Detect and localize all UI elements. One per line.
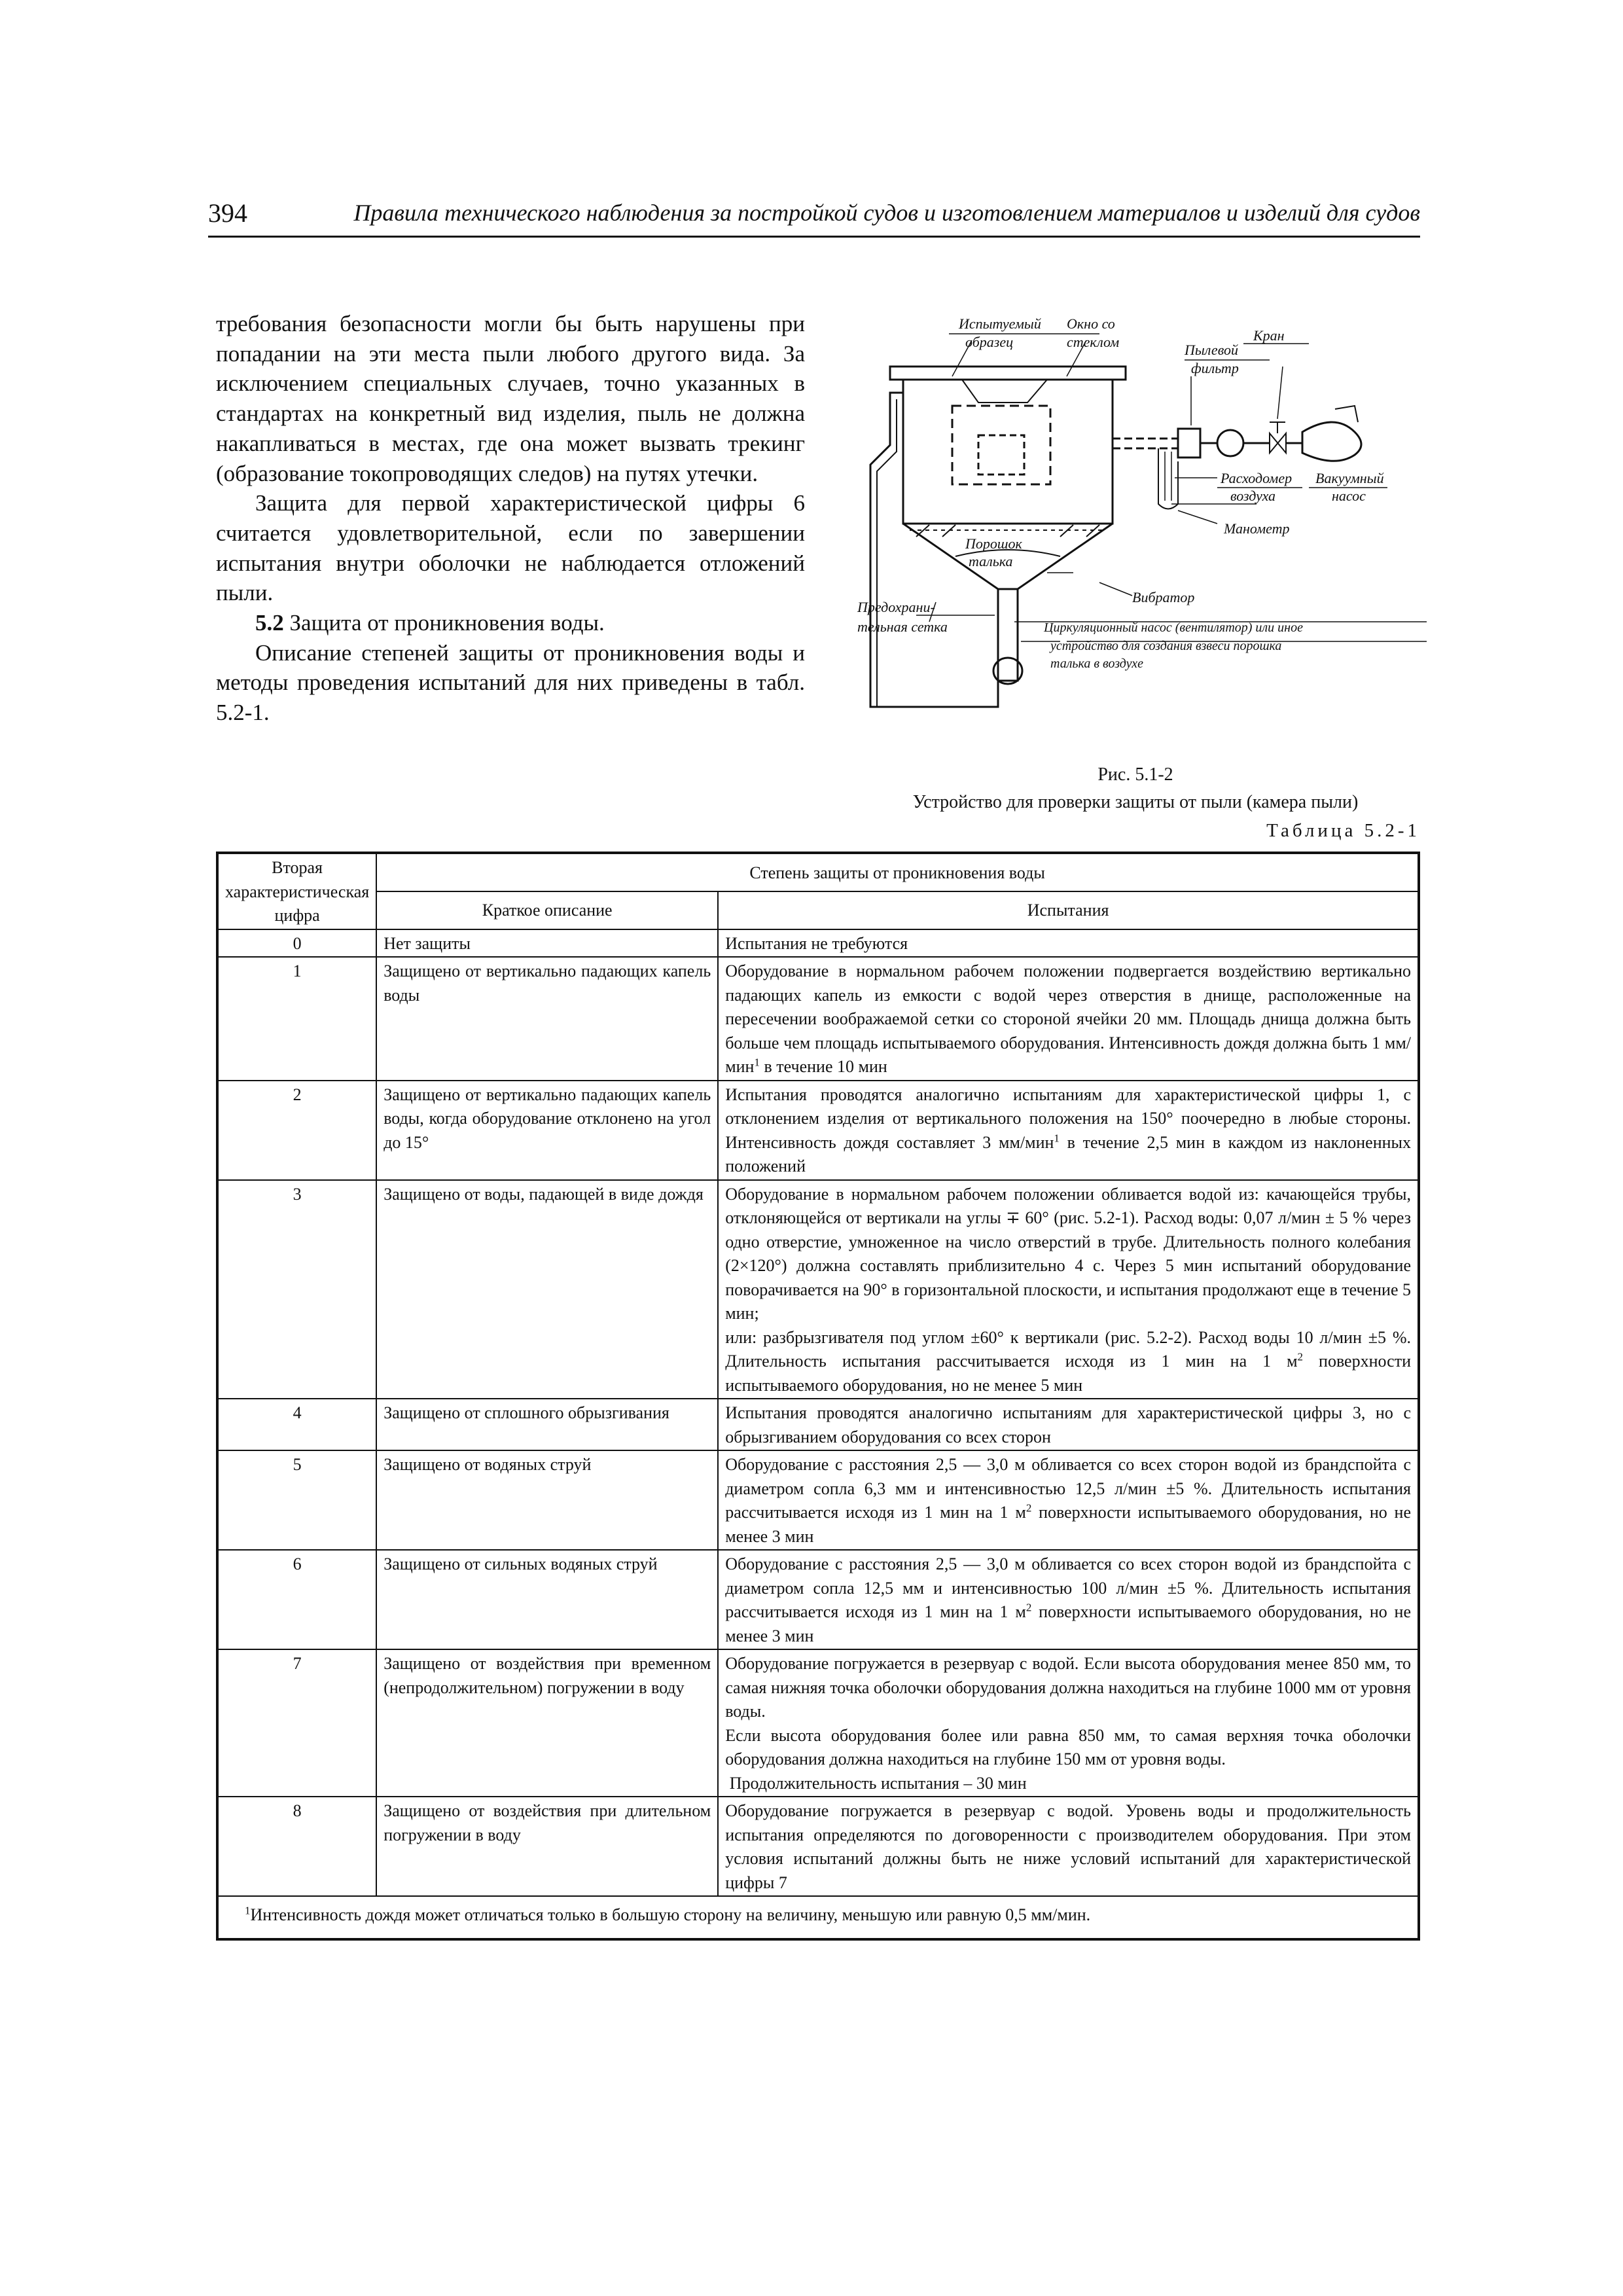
digit-cell: 1	[217, 957, 376, 1081]
table-label: Таблица 5.2-1	[1266, 820, 1420, 841]
label-circ-1: Циркуляционный насос (вентилятор) или иное	[1044, 620, 1303, 635]
paragraph-dust-safety: требования безопасности могли бы быть нарушены при попадании на эти места пыли любого другого вида. За исключением специальных случаев, точно указанных в стандартах на конкретный вид изделия, пыль не должна накапливаться в местах, где она может вызвать трекинг (образование токопроводящих следов) на путях утечки.	[216, 311, 805, 486]
test-text-tail: поверхности испытываемого оборудования, но не менее 3 мин	[725, 1602, 1412, 1645]
table-row	[217, 1081, 1419, 1180]
table-footnote-row	[217, 1896, 1419, 1939]
label-powder-2: талька	[969, 553, 1013, 569]
page-number: 394	[208, 198, 247, 228]
section-title: Защита от проникновения воды.	[283, 610, 605, 636]
dust-filter	[1178, 429, 1200, 457]
digit-cell: 6	[217, 1550, 376, 1649]
suction-line	[1113, 439, 1178, 448]
test-text: Оборудование погружается в резервуар с водой. Если высота оборудования менее 850 мм, то самая нижняя точка оболочки оборудования должна находиться на глубине 1000 мм от уровня воды.	[725, 1654, 1411, 1721]
air-flowmeter	[1217, 430, 1243, 456]
paragraph-table-ref: Описание степеней защиты от проникновения воды и методы проведения испытаний для них приведены в табл. 5.2-1.	[216, 639, 805, 726]
test-text: Оборудование с расстояния 2,5 — 3,0 м обливается со всех сторон водой из брандспойта с диаметром сопла 6,3 мм и интенсивностью 12,5 л/мин ±5 %. Длительность испытания рассчитывается исходя из 1 мин на 1 м	[725, 1455, 1411, 1522]
test-text-tail: в течение 2,5 мин в каждом из наклоненных положений	[725, 1132, 1411, 1175]
label-flowmeter-1: Расходомер	[1221, 470, 1293, 486]
test-cell	[718, 1649, 1419, 1797]
table-row	[217, 957, 1419, 1081]
test-cell: Испытания проводятся аналогично испытаниям для характеристической цифры 1, с отклонением изделия от вертикального положения на 150° поочередно в любые стороны. Интенсивность дождя составляет 3 мм/мин$^1$ в течение 2,5 мин в каждом из наклоненных положений	[718, 1081, 1419, 1180]
description-cell: Нет защиты	[376, 929, 718, 958]
figure-caption-number: Рис. 5.1-2	[1097, 764, 1173, 785]
outlet-pipe	[998, 589, 1018, 681]
header-digit: Вторая характеристическая цифра	[217, 853, 376, 929]
table-row	[217, 1180, 1419, 1399]
label-circ-2: устройство для создания взвеси порошка	[1050, 639, 1282, 653]
test-text: Оборудование с расстояния 2,5 — 3,0 м обливается со всех сторон водой из брандспойта с диаметром сопла 12,5 мм и интенсивностью 100 л/мин ±5 %. Длительность испытания рассчитывается исходя из 1 мин на 1 м	[725, 1554, 1411, 1621]
label-vacuum-2: насос	[1332, 488, 1366, 504]
label-screen-2: тельная сетка	[857, 619, 948, 635]
description-cell: Защищено от воздействия при длительном погружении в воду	[376, 1797, 718, 1896]
manometer-tube	[1158, 448, 1178, 509]
test-cell: Оборудование в нормальном рабочем положении подвергается воздействию вертикально падающих капель из емкости с водой через отверстия в днище, расположенные на пересечении воображаемой сетки со стороной ячейки 20 мм. Площадь днища должна быть больше чем площадь испытываемого оборудования. Интенсивность дождя должна быть 1 мм/мин$^1$ в течение 10 мин	[718, 957, 1419, 1081]
table-header-row	[217, 853, 1419, 891]
specimen-inner	[978, 435, 1024, 475]
test-text: Оборудование в нормальном рабочем положении подвергается воздействию вертикально падающих капель из емкости с водой через отверстия в днище, расположенные на пересечении воображаемой сетки со стороной ячейки 20 мм. Площадь днища должна быть больше чем площадь испытываемого оборудования. Интенсивность дождя должна быть 1 мм/мин	[725, 961, 1411, 1076]
test-cell: Испытания не требуются	[718, 929, 1419, 958]
header-description: Краткое описание	[376, 891, 718, 929]
label-circ-3: талька в воздухе	[1050, 656, 1143, 671]
label-vacuum-1: Вакуумный	[1315, 470, 1384, 486]
dust-chamber-diagram	[851, 314, 1433, 759]
description-cell: Защищено от вертикально падающих капель воды	[376, 957, 718, 1081]
section-heading	[216, 608, 805, 638]
table-footnote: $^1$Интенсивность дождя может отличаться только в большую сторону на величину, меньшую или равную 0,5 мм/мин.	[217, 1896, 1419, 1939]
label-specimen-1: Испытуемый	[959, 315, 1041, 332]
table-row	[217, 1797, 1419, 1896]
table-row	[217, 1649, 1419, 1797]
test-text-3: Продолжительность испытания – 30 мин	[729, 1773, 1027, 1793]
test-text-2-tail: поверхности испытываемого оборудования, но не менее 5 мин	[725, 1352, 1411, 1395]
digit-cell: 5	[217, 1450, 376, 1550]
running-title: Правила технического наблюдения за постройкой судов и изготовлением материалов и изделий для судов	[353, 200, 1420, 226]
table-row	[217, 929, 1419, 958]
figure-caption	[825, 761, 1446, 816]
test-text: Оборудование в нормальном рабочем положении обливается водой из: качающейся трубы, отклоняющейся от вертикали на углы ∓ 60° (рис. 5.2-1). Расход воды: 0,07 л/мин ± 5 % через одно отверстие, умноженное на число отверстий в трубе. Длительность полного колебания (2×120°) должна составлять приблизительно 4 с. Через 5 мин испытаний оборудование поворачивается на 90° в горизонтальной плоскости, и испытания продолжают еще в течение 5 мин;	[725, 1184, 1411, 1323]
description-cell: Защищено от воздействия при временном (непродолжительном) погружении в воду	[376, 1649, 718, 1797]
description-cell: Защищено от сильных водяных струй	[376, 1550, 718, 1649]
label-window-1: Окно со	[1067, 315, 1115, 332]
table-subheader-row	[217, 891, 1419, 929]
digit-cell: 3	[217, 1180, 376, 1399]
test-cell: Оборудование с расстояния 2,5 — 3,0 м обливается со всех сторон водой из брандспойта с диаметром сопла 6,3 мм и интенсивностью 12,5 л/мин ±5 %. Длительность испытания рассчитывается исходя из 1 мин на 1 $м^2$ поверхности испытываемого оборудования, но не менее 3 мин	[718, 1450, 1419, 1550]
test-text-2: или: разбрызгивателя под углом ±60° к вертикали (рис. 5.2-2). Расход воды 10 л/мин ±5 %. Длительность испытания рассчитывается исходя из 1 мин на 1 м	[725, 1327, 1411, 1371]
paragraph-digit-6: Защита для первой характеристической цифры 6 считается удовлетворительной, если по завершении испытания внутри оболочки не наблюдается отложений пыли.	[216, 490, 805, 606]
description-cell: Защищено от вертикально падающих капель воды, когда оборудование отклонено на угол до 15°	[376, 1081, 718, 1180]
dust-chamber-figure	[851, 314, 1433, 759]
label-filter-2: фильтр	[1191, 360, 1239, 376]
chamber-lid	[890, 367, 1126, 380]
label-specimen-2: образец	[965, 334, 1014, 350]
label-powder-1: Порошок	[965, 535, 1022, 552]
figure-caption-text: Устройство для проверки защиты от пыли (камера пыли)	[912, 792, 1359, 812]
digit-cell: 8	[217, 1797, 376, 1896]
digit-cell: 2	[217, 1081, 376, 1180]
label-screen-1: Предохрани-	[857, 599, 935, 615]
valve-symbol	[1270, 433, 1286, 453]
running-header	[208, 196, 1420, 238]
description-cell: Защищено от водяных струй	[376, 1450, 718, 1550]
digit-cell: 0	[217, 929, 376, 958]
label-valve: Кран	[1253, 327, 1285, 344]
table-row	[217, 1550, 1419, 1649]
body-text	[216, 309, 805, 728]
test-cell: Оборудование в нормальном рабочем положении обливается водой из: качающейся трубы, отклоняющейся от вертикали на углы ∓ 60° (рис. 5.2-1). Расход воды: 0,07 л/мин ± 5 % через одно отверстие, умноженное на число отверстий в трубе. Длительность полного колебания (2×120°) должна составлять приблизительно 4 с. Через 5 мин испытаний оборудование поворачивается на 90° в горизонтальной плоскости, и испытания продолжают еще в течение 5 мин; или: разбрызгивателя под углом ±60° к вертикали (рис. 5.2-2). Расход воды 10 л/мин ±5 %. Длительность испытания рассчитывается исходя из 1 мин на 1 $м^2$ поверхности испытываемого оборудования, но не менее 5 мин	[718, 1180, 1419, 1399]
header-tests: Испытания	[718, 891, 1419, 929]
specimen-box	[952, 406, 1050, 484]
header-group: Степень защиты от проникновения воды	[376, 853, 1419, 891]
description-cell: Защищено от сплошного обрызгивания	[376, 1399, 718, 1450]
vacuum-pump	[1302, 422, 1361, 461]
footnote-text: Интенсивность дождя может отличаться только в большую сторону на величину, меньшую или равную 0,5 мм/мин.	[250, 1905, 1091, 1924]
label-window-2: стеклом	[1067, 334, 1120, 350]
description-cell: Защищено от воды, падающей в виде дождя	[376, 1180, 718, 1399]
table-row	[217, 1399, 1419, 1450]
test-cell: Испытания проводятся аналогично испытаниям для характеристической цифры 3, но с обрызгиванием оборудования со всех сторон	[718, 1399, 1419, 1450]
test-text: Испытания проводятся аналогично испытаниям для характеристической цифры 1, с отклонением изделия от вертикального положения на 150° поочередно в любые стороны. Интенсивность дождя составляет 3 мм/мин	[725, 1085, 1411, 1152]
test-text-tail: в течение 10 мин	[759, 1057, 887, 1076]
window-glass	[962, 380, 1047, 403]
test-text-tail: поверхности испытываемого оборудования, но не менее 3 мин	[725, 1503, 1412, 1546]
label-flowmeter-2: воздуха	[1230, 488, 1276, 504]
test-cell: Оборудование с расстояния 2,5 — 3,0 м обливается со всех сторон водой из брандспойта с диаметром сопла 12,5 мм и интенсивностью 100 л/мин ±5 %. Длительность испытания рассчитывается исходя из 1 мин на 1 $м^2$ поверхности испытываемого оборудования, но не менее 3 мин	[718, 1550, 1419, 1649]
test-text-2: Если высота оборудования более или равна 850 мм, то самая верхняя точка оболочки оборудования должна находиться на глубине 150 мм от уровня воды.	[725, 1725, 1411, 1768]
label-manometer: Манометр	[1224, 520, 1290, 537]
section-number: 5.2	[255, 610, 284, 636]
label-filter-1: Пылевой	[1185, 342, 1238, 358]
table-row	[217, 1450, 1419, 1550]
label-vibrator: Вибратор	[1132, 589, 1195, 605]
test-cell: Оборудование погружается в резервуар с водой. Уровень воды и продолжительность испытания определяются по договоренности с производителем оборудования. При этом условия испытаний должны быть не ниже условий испытаний для характеристической цифры 7	[718, 1797, 1419, 1896]
digit-cell: 4	[217, 1399, 376, 1450]
chamber-body	[903, 380, 1113, 524]
digit-cell: 7	[217, 1649, 376, 1797]
water-protection-table	[216, 852, 1420, 1941]
